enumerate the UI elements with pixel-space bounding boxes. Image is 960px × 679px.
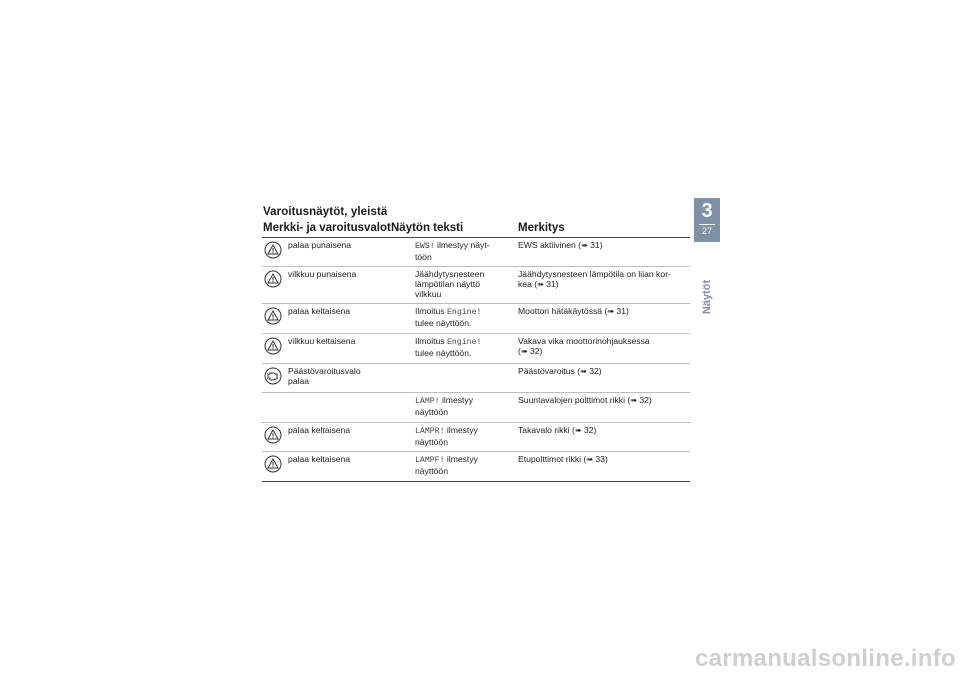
warning-triangle-icon [264,426,282,444]
display-text [415,395,515,417]
meaning-line: Takavalo rikki ( [518,425,575,435]
table-row [262,238,690,267]
page-ref: 32) [583,425,597,435]
display-text-line: töön [415,252,432,263]
arrow-icon: ➠ [586,455,593,464]
display-text-line: ilmestyy [444,425,478,435]
warning-triangle-icon [264,455,282,473]
display-code: Engine! [447,338,482,347]
light-status: palaa keltaisena [288,454,351,464]
chapter-tab [694,198,720,242]
warning-triangle-icon [264,270,282,288]
meaning [518,366,690,377]
display-text-line: ilmestyy näyt- [434,240,490,250]
display-text-line: Jäähdytysnesteen [415,269,485,279]
meaning [518,336,690,357]
display-code: LAMPF! [415,456,445,465]
meaning-line: ( [518,346,521,357]
display-text-line: näyttöön [415,437,448,448]
meaning [518,425,690,436]
arrow-icon: ➠ [537,280,544,290]
light-status-line: palaa [288,376,310,387]
display-text [415,269,515,300]
display-text [415,336,515,358]
display-text [415,425,515,447]
table-row [262,267,690,304]
display-text-line: ilmestyy [444,454,478,464]
light-status: vilkkuu keltaisena [288,336,356,346]
light-status-line: Päästövaroitusvalo [288,366,361,376]
arrow-icon: ➠ [574,426,582,435]
arrow-icon: ➠ [630,396,637,405]
table-row [262,423,690,452]
bottom-rule [262,481,690,482]
meaning-line: EWS aktiivinen ( [518,240,582,250]
meaning-line: kea ( [518,279,538,290]
meaning [518,454,690,465]
warning-triangle-icon [264,337,282,355]
light-status: palaa keltaisena [288,425,351,435]
arrow-icon: ➠ [607,307,615,316]
table-row [262,364,690,393]
watermark: carmanualsonline.info [694,645,956,672]
meaning-line: Moottori hätäkäytössä ( [518,306,608,316]
display-text-line: Ilmoitus [415,336,447,346]
meaning-line: Vakava vika moottorinohjauksessa [518,336,650,346]
light-status: palaa punaisena [288,240,352,250]
display-text-line: tulee näyttöön. [415,318,472,329]
column-header-display-text: Näytön teksti [391,222,464,234]
display-code: Engine! [447,308,482,317]
page-ref: 32) [589,366,602,376]
light-status [288,366,384,386]
chapter-number: 3 [701,200,713,222]
column-header-lights: Merkki- ja varoitusvalot [263,222,391,234]
section-title: Varoitusnäytöt, yleistä [263,206,388,218]
light-status: palaa keltaisena [288,306,351,316]
display-text-line: Ilmoitus [415,306,447,316]
page-ref: 33) [595,454,608,464]
display-code: LAMP! [415,397,440,406]
meaning [518,395,690,406]
table-row [262,334,690,364]
meaning-line: Päästövaroitus ( [518,366,581,376]
chapter-label [700,276,714,318]
display-text-line: tulee näyttöön. [415,348,472,359]
warning-triangle-icon [264,241,282,259]
page-ref: 32) [529,346,543,357]
arrow-icon: ➠ [581,241,588,250]
display-text-line: vilkkuu [415,289,442,300]
page-ref: 32) [639,395,652,405]
display-text [415,454,515,476]
meaning [518,269,690,290]
table-row [262,393,690,423]
display-text [415,240,515,262]
warning-triangle-icon [264,307,282,325]
column-header-meaning: Merkitys [518,222,565,234]
meaning-line: Suuntavalojen polttimot rikki ( [518,395,631,405]
display-text-line: lämpötilan näyttö [415,279,480,290]
meaning [518,306,690,317]
page-ref: 31) [590,240,603,250]
chapter-label-text: Näytöt [701,279,713,315]
display-text-line: näyttöön [415,466,448,477]
arrow-icon: ➠ [520,347,528,357]
meaning-line: Jäähdytysnesteen lämpötila on liian kor- [518,269,671,279]
light-status: vilkkuu punaisena [288,269,357,279]
engine-emission-icon [264,367,282,385]
display-code: EWS! [415,242,435,251]
display-text-line: näyttöön [415,407,448,418]
page-ref: 31) [546,279,559,290]
arrow-icon: ➠ [580,367,587,376]
display-text-line: ilmestyy [439,395,474,405]
meaning [518,240,690,251]
display-text [415,306,515,328]
page-number: 27 [701,226,712,236]
table-row [262,452,690,481]
meaning-line: Etupolttimot rikki ( [518,454,587,464]
display-code: LAMPR! [415,427,445,436]
table-row [262,304,690,334]
page-ref: 31) [616,306,629,316]
